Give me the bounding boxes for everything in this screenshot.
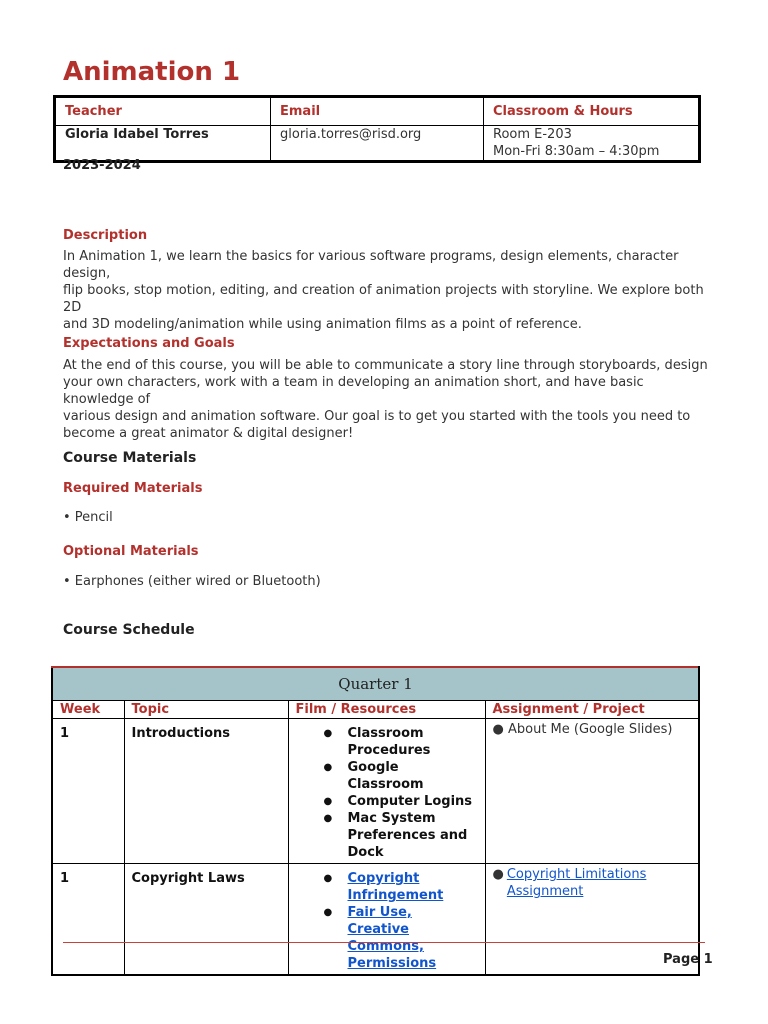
copyright-infringement-link[interactable]: Copyright Infringement [347, 871, 444, 903]
description-heading: Description [63, 228, 148, 243]
topic-cell: Introductions [124, 719, 288, 864]
course-info-table [53, 95, 701, 163]
footer-divider [63, 942, 705, 943]
office-hours: Mon-Fri 8:30am – 4:30pm [493, 144, 660, 159]
bullet-icon: ● [492, 867, 504, 882]
expectations-line: various design and animation software. Our goal is to get you started with the tools you need to [63, 409, 691, 424]
table-row [52, 864, 699, 976]
list-item: ● Mac System Preferences and Dock [348, 810, 478, 861]
resources-list [296, 870, 478, 972]
assignment-item [493, 866, 692, 900]
fair-use-link[interactable]: Fair Use, Creative Commons, Permissions [347, 905, 437, 971]
schedule-table [51, 666, 700, 976]
classroom-header: Classroom & Hours [484, 97, 700, 126]
list-item: ● Google Classroom [348, 759, 478, 793]
assignment-cell: ● About Me (Google Slides) [485, 719, 699, 864]
topic-cell: Copyright Laws [124, 864, 288, 976]
optional-materials-heading: Optional Materials [63, 544, 199, 559]
expectations-line: your own characters, work with a team in developing an animation short, and have basic knowledge of [63, 375, 644, 407]
expectations-line: become a great animator & digital designer! [63, 426, 354, 441]
description-text [63, 248, 713, 333]
required-item-pencil: • Pencil [63, 510, 113, 525]
description-line: In Animation 1, we learn the basics for various software programs, design elements, character design, [63, 249, 679, 281]
document-title: Animation 1 [63, 57, 241, 87]
resources-cell [288, 719, 485, 864]
week-cell: 1 [52, 864, 124, 976]
week-column-header: Week [52, 701, 124, 719]
resources-cell [288, 864, 485, 976]
copyright-limitations-link[interactable]: Copyright Limitations Assignment [506, 867, 647, 899]
list-item [348, 904, 478, 972]
description-line: flip books, stop motion, editing, and creation of animation projects with storyline. We explore both 2D [63, 283, 704, 315]
page-number: Page 1 [663, 952, 713, 967]
course-schedule-heading: Course Schedule [63, 622, 195, 638]
room-number: Room E-203 [493, 127, 572, 142]
expectations-line: At the end of this course, you will be able to communicate a story line through storyboards, design [63, 358, 708, 373]
resources-column-header: Film / Resources [288, 701, 485, 719]
email-header: Email [271, 97, 484, 126]
week-cell: 1 [52, 719, 124, 864]
course-materials-heading: Course Materials [63, 450, 197, 466]
expectations-heading: Expectations and Goals [63, 336, 235, 351]
resources-list [296, 725, 478, 861]
school-year: 2023-2024 [63, 158, 141, 173]
list-item: ● Computer Logins [348, 793, 478, 810]
topic-column-header: Topic [124, 701, 288, 719]
table-row [52, 719, 699, 864]
optional-item-earphones: • Earphones (either wired or Bluetooth) [63, 574, 321, 589]
teacher-email: gloria.torres@risd.org [271, 126, 484, 162]
required-materials-heading: Required Materials [63, 481, 203, 496]
list-item: ● Classroom Procedures [348, 725, 478, 759]
classroom-hours [484, 126, 700, 162]
assignment-column-header: Assignment / Project [485, 701, 699, 719]
expectations-text [63, 357, 713, 442]
list-item [348, 870, 478, 904]
quarter-title: Quarter 1 [52, 667, 699, 701]
teacher-header: Teacher [55, 97, 271, 126]
description-line: and 3D modeling/animation while using animation films as a point of reference. [63, 317, 582, 332]
teacher-name: Gloria Idabel Torres [55, 126, 271, 162]
